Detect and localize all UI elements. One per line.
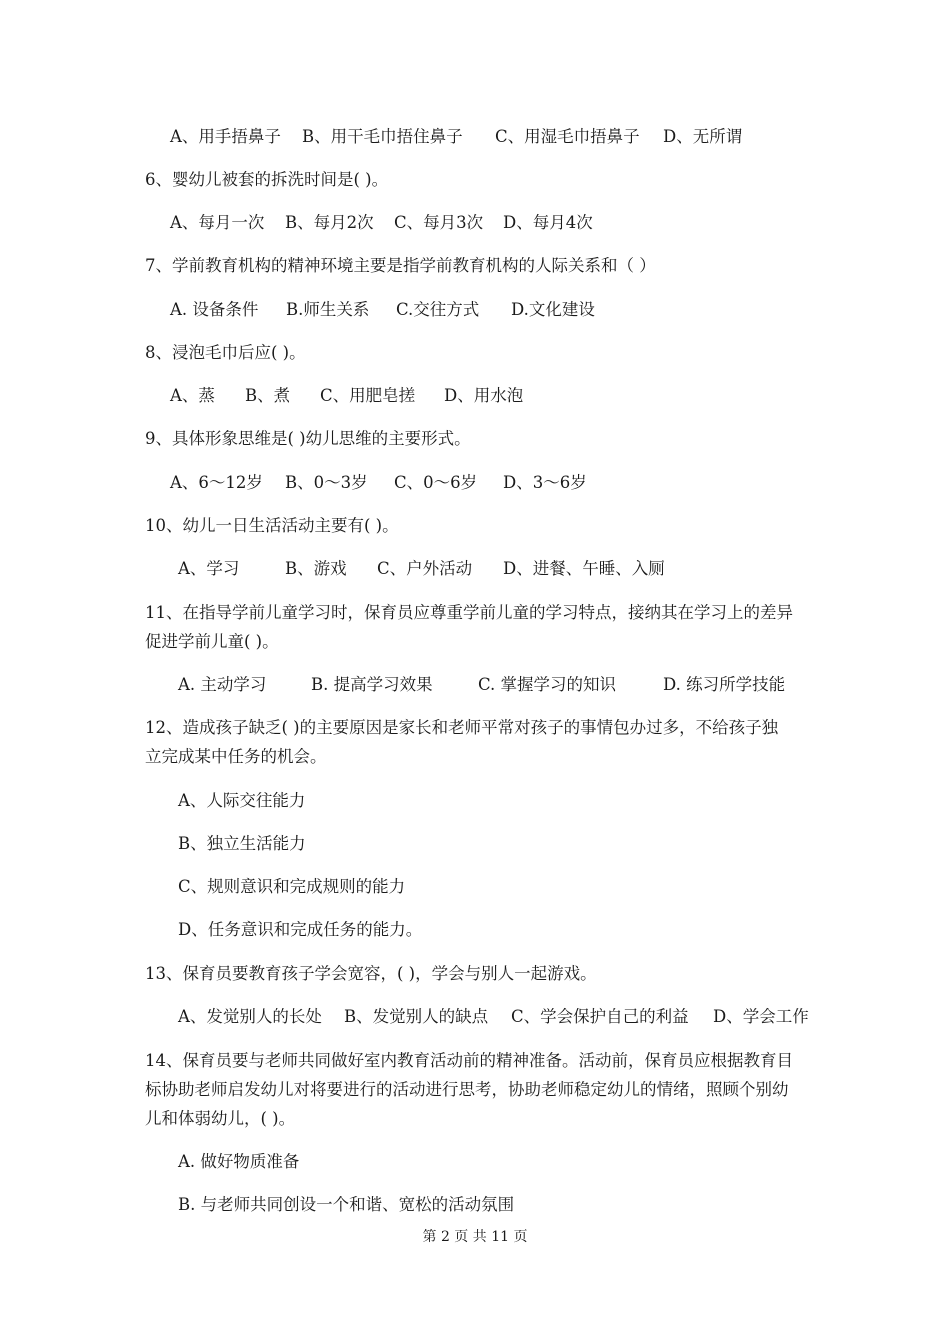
option-a: A. 主动学习 (178, 675, 267, 694)
option-c: C、0～6岁 (394, 473, 478, 492)
option-b: B、每月2次 (285, 213, 374, 232)
option-d: D、每月4次 (503, 213, 593, 232)
question-10: 10、幼儿一日生活活动主要有( )。 (145, 516, 399, 535)
option-b: B、煮 (245, 386, 291, 405)
option-a: A、学习 (178, 559, 240, 578)
option-d: D、进餐、午睡、入厕 (503, 559, 665, 578)
option-d: D、无所谓 (663, 127, 743, 146)
question-11-line-2: 促进学前儿童( )。 (145, 632, 279, 651)
option-d: D、学会工作 (713, 1007, 809, 1026)
question-9: 9、具体形象思维是( )幼儿思维的主要形式。 (145, 429, 471, 448)
option-c: C、每月3次 (394, 213, 484, 232)
question-12-line-1: 12、造成孩子缺乏( )的主要原因是家长和老师平常对孩子的事情包办过多，不给孩子独 (145, 718, 779, 737)
question-11-line-1: 11、在指导学前儿童学习时，保育员应尊重学前儿童的学习特点，接纳其在学习上的差异 (145, 603, 793, 622)
question-8: 8、浸泡毛巾后应( )。 (145, 343, 306, 362)
question-13: 13、保育员要教育孩子学会宽容，( )，学会与别人一起游戏。 (145, 964, 597, 983)
q12-option-a: A、人际交往能力 (178, 791, 306, 810)
question-7: 7、学前教育机构的精神环境主要是指学前教育机构的人际关系和（ ） (145, 256, 656, 275)
option-a: A、蒸 (170, 386, 215, 405)
q14-option-a: A. 做好物质准备 (178, 1152, 300, 1171)
option-c: C. 掌握学习的知识 (478, 675, 617, 694)
q12-option-c: C、规则意识和完成规则的能力 (178, 877, 406, 896)
option-c: C、学会保护自己的利益 (511, 1007, 689, 1026)
option-b: B、发觉别人的缺点 (344, 1007, 489, 1026)
option-b: B.师生关系 (286, 300, 370, 319)
page-footer: 第 2 页 共 11 页 (422, 1229, 528, 1245)
option-a: A、每月一次 (170, 213, 265, 232)
question-12-line-2: 立完成某中任务的机会。 (145, 747, 327, 766)
option-b: B、游戏 (285, 559, 347, 578)
option-c: C.交往方式 (396, 300, 480, 319)
question-14-line-3: 儿和体弱幼儿，( )。 (145, 1109, 296, 1128)
q14-option-b: B. 与老师共同创设一个和谐、宽松的活动氛围 (178, 1195, 515, 1214)
option-c: C、户外活动 (377, 559, 473, 578)
option-d: D. 练习所学技能 (663, 675, 786, 694)
option-b: B. 提高学习效果 (311, 675, 433, 694)
q12-option-d: D、任务意识和完成任务的能力。 (178, 920, 423, 939)
option-c: C、用肥皂搓 (320, 386, 416, 405)
q12-option-b: B、独立生活能力 (178, 834, 306, 853)
option-a: A. 设备条件 (170, 300, 259, 319)
option-a: A、用手捂鼻子 (170, 127, 281, 146)
option-c: C、用湿毛巾捂鼻子 (495, 127, 640, 146)
question-6: 6、婴幼儿被套的拆洗时间是( )。 (145, 170, 389, 189)
question-14-line-2: 标协助老师启发幼儿对将要进行的活动进行思考，协助老师稳定幼儿的情绪，照顾个别幼 (145, 1080, 789, 1099)
option-d: D.文化建设 (511, 300, 595, 319)
option-d: D、3～6岁 (503, 473, 587, 492)
option-a: A、发觉别人的长处 (178, 1007, 322, 1026)
option-b: B、用干毛巾捂住鼻子 (302, 127, 463, 146)
question-14-line-1: 14、保育员要与老师共同做好室内教育活动前的精神准备。活动前，保育员应根据教育目 (145, 1051, 793, 1070)
option-a: A、6～12岁 (170, 473, 263, 492)
option-d: D、用水泡 (444, 386, 524, 405)
option-b: B、0～3岁 (285, 473, 368, 492)
